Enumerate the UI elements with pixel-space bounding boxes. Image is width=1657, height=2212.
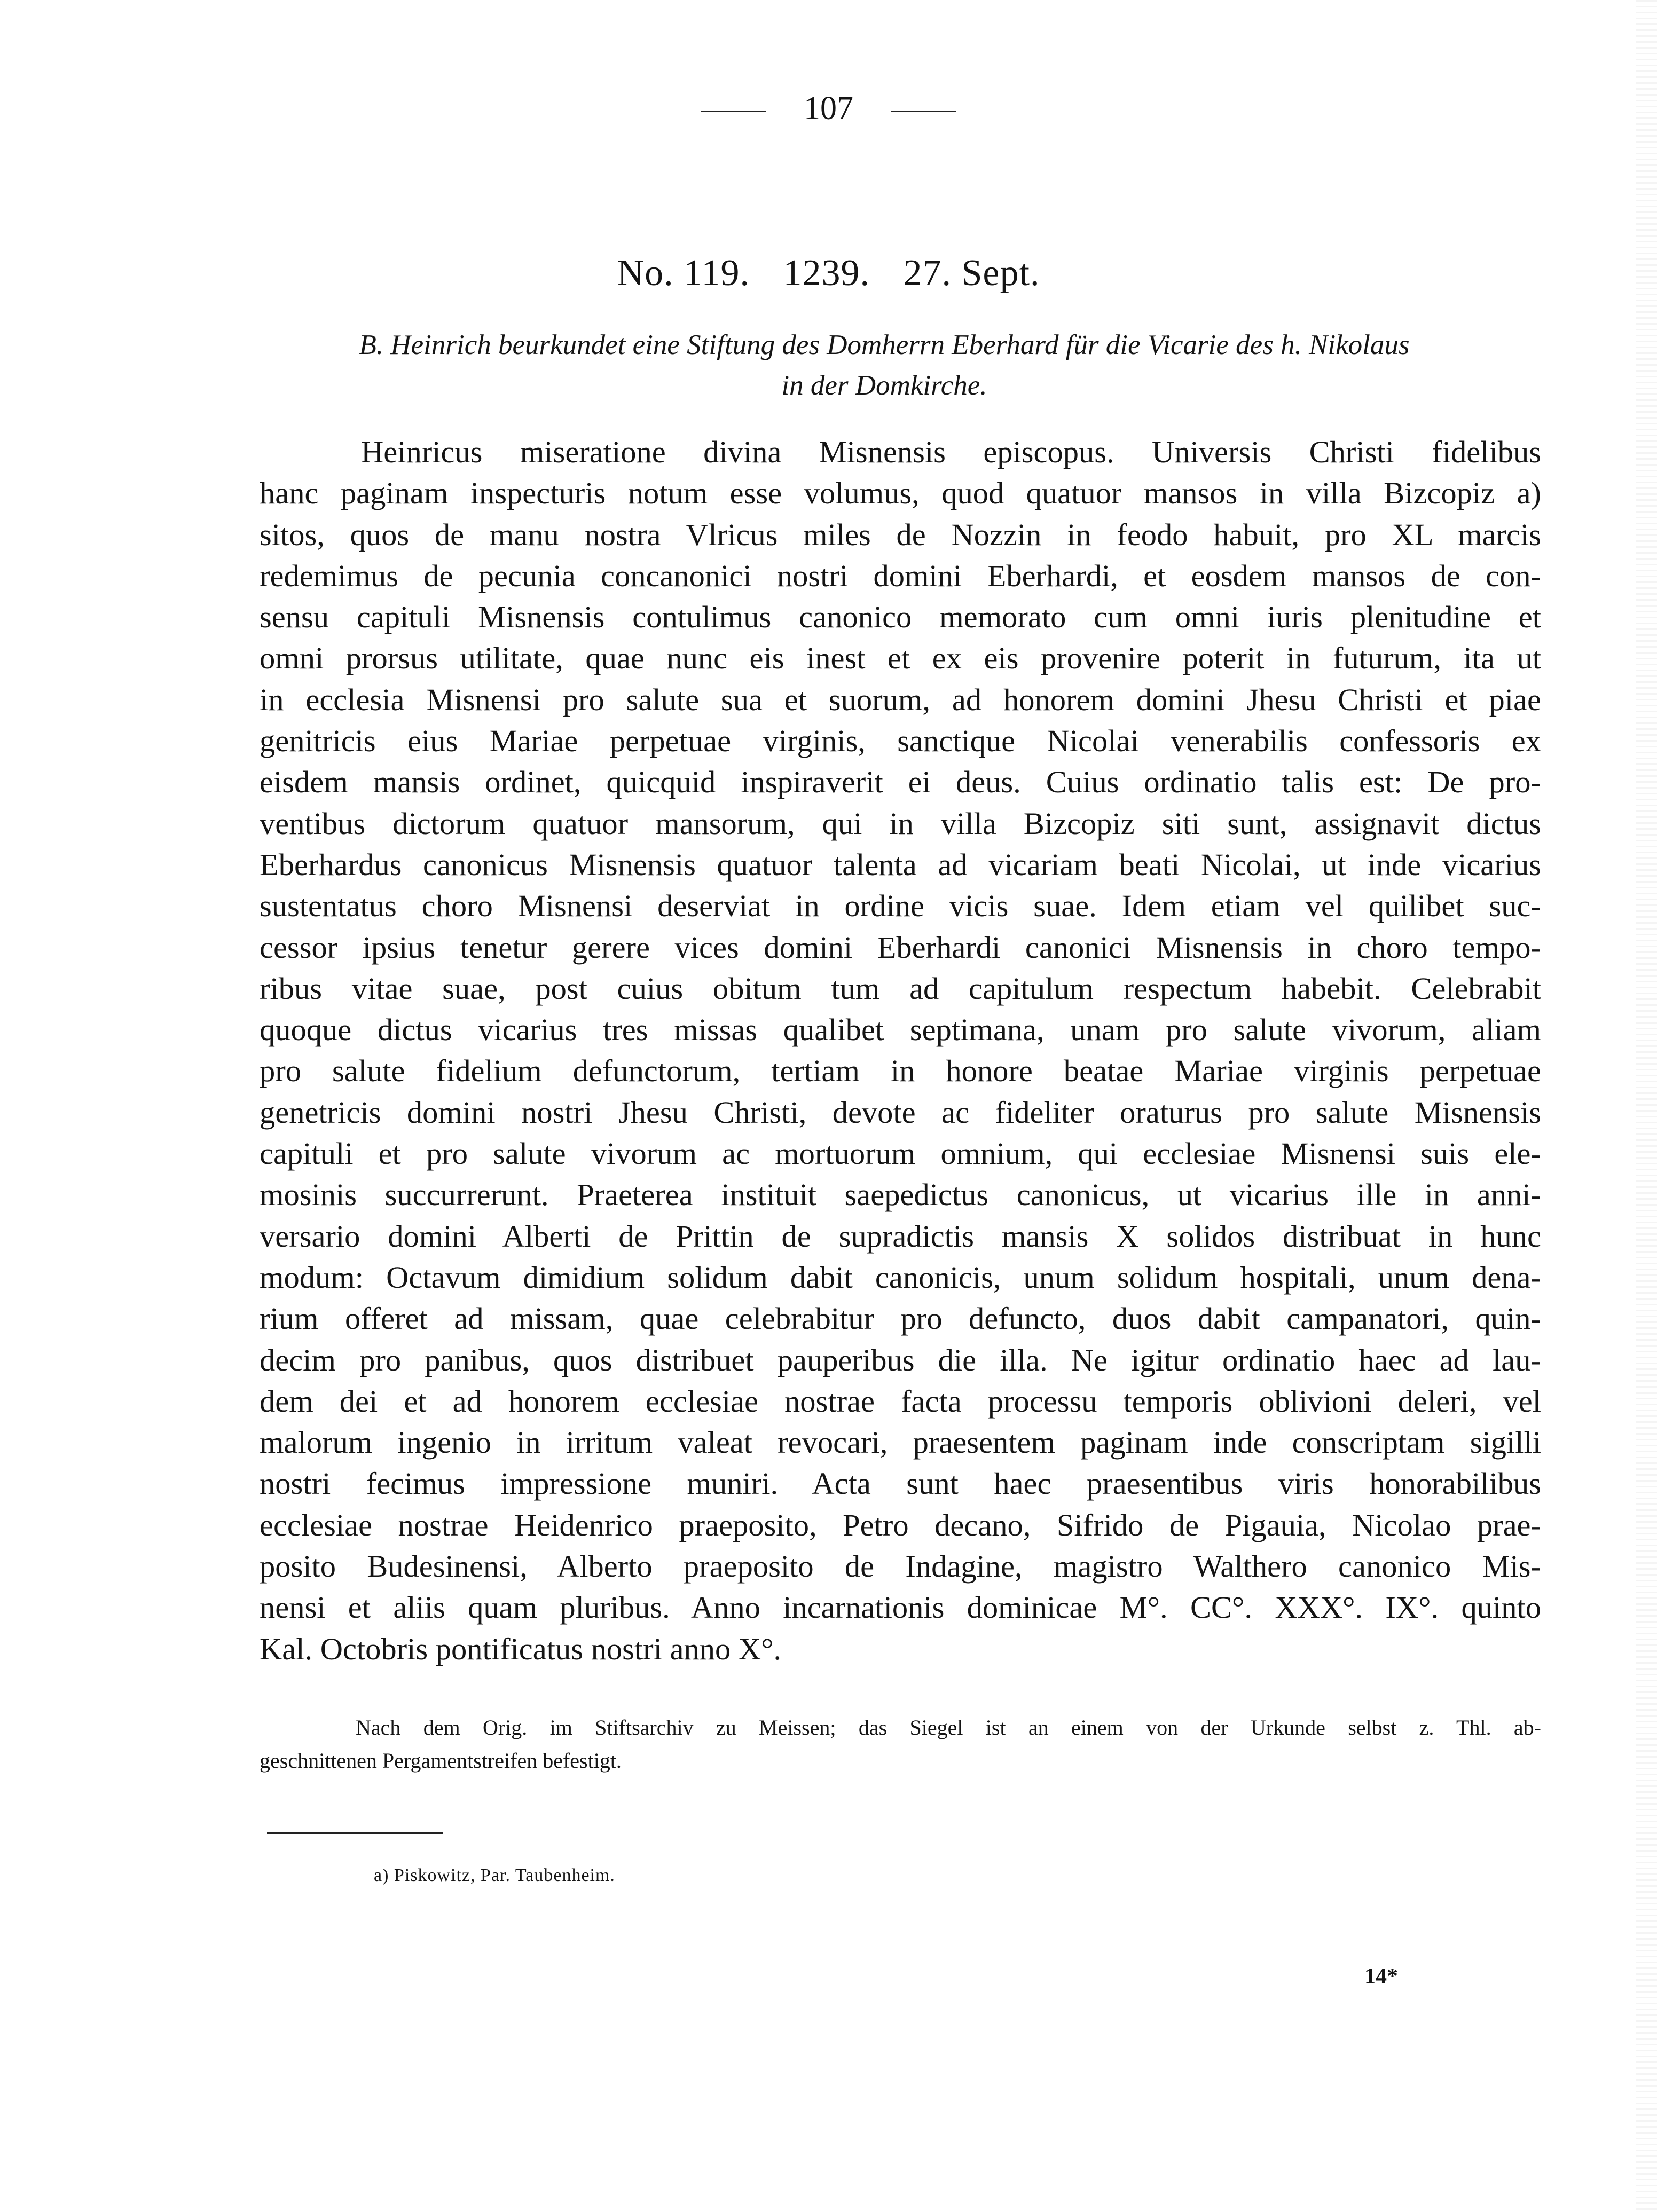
charter-line: sustentatus choro Misnensi deserviat in ordine vicis suae. Idem etiam vel quilibet suc- xyxy=(260,888,1541,924)
charter-line: posito Budesinensi, Alberto praeposito de Indagine, magistro Walthero canonico Mis- xyxy=(260,1549,1541,1584)
charter-line: Eberhardus canonicus Misnensis quatuor talenta ad vicariam beati Nicolai, ut inde vicarius xyxy=(260,847,1541,882)
regest-summary xyxy=(260,325,1509,406)
page-number: 107 xyxy=(804,90,853,127)
document-number: No. 119. xyxy=(617,253,750,294)
charter-line: malorum ingenio in irritum valeat revocari, praesentem paginam inde conscriptam sigilli xyxy=(260,1425,1541,1460)
charter-line: sensu capituli Misnensis contulimus canonico memorato cum omni iuris plenitudine et xyxy=(260,600,1541,635)
scan-edge xyxy=(1636,0,1657,2212)
source-note-line: Nach dem Orig. im Stiftsarchiv zu Meissen; das Siegel ist an einem von der Urkunde selbst z. Thl. ab- xyxy=(356,1715,1541,1739)
charter-line: omni prorsus utilitate, quae nunc eis inest et ex eis provenire poterit in futurum, ita ut xyxy=(260,641,1541,676)
charter-line: eisdem mansis ordinet, quicquid inspiraverit ei deus. Cuius ordinatio talis est: De pro- xyxy=(260,765,1541,800)
document-year: 1239. xyxy=(783,253,870,294)
page-number-dash-left xyxy=(701,111,766,112)
charter-line: decim pro panibus, quos distribuet pauperibus die illa. Ne igitur ordinatio haec ad lau- xyxy=(260,1342,1541,1377)
document-heading xyxy=(0,247,1657,300)
footnote: a) Piskowitz, Par. Taubenheim. xyxy=(374,1865,615,1885)
charter-line: ribus vitae suae, post cuius obitum tum ad capitulum respectum habebit. Celebrabit xyxy=(260,971,1541,1006)
signature-mark: 14* xyxy=(1364,1964,1398,1989)
footnote-rule xyxy=(267,1832,443,1834)
regest-line: in der Domkirche. xyxy=(781,370,987,401)
charter-line: ventibus dictorum quatuor mansorum, qui in villa Bizcopiz siti sunt, assignavit dictus xyxy=(260,806,1541,841)
charter-line: nostri fecimus impressione muniri. Acta sunt haec praesentibus viris honorabilibus xyxy=(260,1466,1541,1501)
source-note-line: geschnittenen Pergamentstreifen befestigt. xyxy=(260,1749,622,1773)
page-number-dash-right xyxy=(891,111,956,112)
charter-line: genetricis domini nostri Jhesu Christi, devote ac fideliter oraturus pro salute Misnensis xyxy=(260,1095,1541,1130)
charter-line: quoque dictus vicarius tres missas qualibet septimana, unam pro salute vivorum, aliam xyxy=(260,1012,1541,1048)
charter-line: mosinis succurrerunt. Praeterea instituit saepedictus canonicus, ut vicarius ille in anni- xyxy=(260,1177,1541,1213)
charter-line: capituli et pro salute vivorum ac mortuorum omnium, qui ecclesiae Misnensi suis ele- xyxy=(260,1136,1541,1171)
charter-line: nensi et aliis quam pluribus. Anno incarnationis dominicae M°. CC°. XXX°. IX°. quinto xyxy=(260,1590,1541,1625)
charter-line: in ecclesia Misnensi pro salute sua et suorum, ad honorem domini Jhesu Christi et piae xyxy=(260,682,1541,717)
regest-line: B. Heinrich beurkundet eine Stiftung des Domherrn Eberhard für die Vicarie des h. Nikolaus xyxy=(359,329,1410,360)
charter-line: rium offeret ad missam, quae celebrabitur pro defuncto, duos dabit campanatori, quin- xyxy=(260,1301,1541,1336)
charter-line: Heinricus miseratione divina Misnensis episcopus. Universis Christi fidelibus xyxy=(361,435,1541,469)
document-date: 27. Sept. xyxy=(903,253,1040,294)
charter-line: modum: Octavum dimidium solidum dabit canonicis, unum solidum hospitali, unum dena- xyxy=(260,1259,1541,1295)
charter-line: pro salute fidelium defunctorum, tertiam in honore beatae Mariae virginis perpetuae xyxy=(260,1053,1541,1089)
page-number-line xyxy=(0,84,1657,132)
charter-line: redemimus de pecunia concanonici nostri domini Eberhardi, et eosdem mansos de con- xyxy=(260,558,1541,593)
charter-line: hanc paginam inspecturis notum esse volumus, quod quatuor mansos in villa Bizcopiz a) xyxy=(260,476,1541,511)
charter-line: sitos, quos de manu nostra Vlricus miles de Nozzin in feodo habuit, pro XL marcis xyxy=(260,517,1541,552)
charter-line: cessor ipsius tenetur gerere vices domini Eberhardi canonici Misnensis in choro tempo- xyxy=(260,930,1541,965)
charter-line: ecclesiae nostrae Heidenrico praeposito, Petro decano, Sifrido de Pigauia, Nicolao prae- xyxy=(260,1507,1541,1542)
charter-line: genitricis eius Mariae perpetuae virginis, sanctique Nicolai venerabilis confessoris ex xyxy=(260,723,1541,759)
charter-line: Kal. Octobris pontificatus nostri anno X°. xyxy=(260,1631,782,1666)
charter-text xyxy=(260,431,1541,1670)
source-note xyxy=(260,1711,1541,1777)
charter-line: dem dei et ad honorem ecclesiae nostrae facta processu temporis oblivioni deleri, vel xyxy=(260,1383,1541,1419)
charter-line: versario domini Alberti de Prittin de supradictis mansis X solidos distribuat in hunc xyxy=(260,1218,1541,1254)
